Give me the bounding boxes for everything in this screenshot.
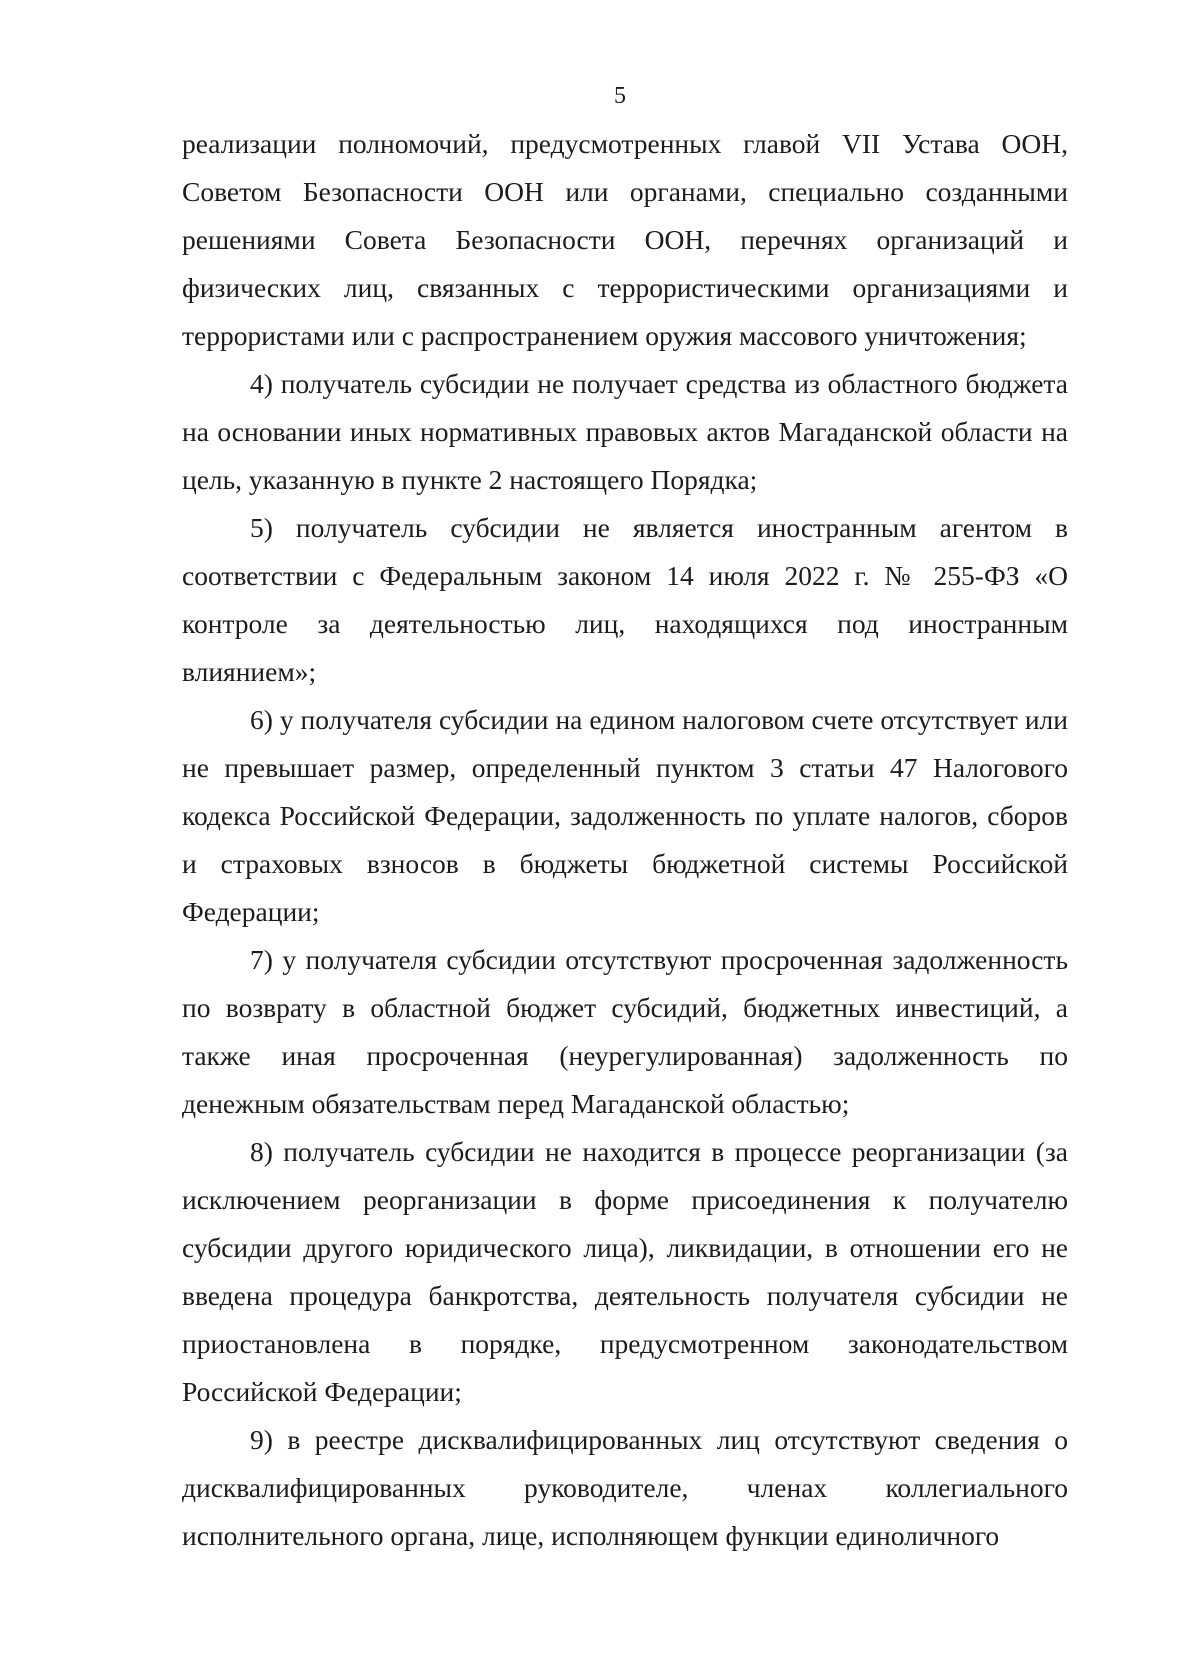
paragraph-continuation: реализации полномочий, предусмотренных главой VII Устава ООН, Советом Безопасности ООН или органами, специально созданными решениями Совета Безопасности ООН, перечнях организаций и физических лиц, связанных с террористическими организациями и террористами или с распространением оружия массового уничтожения; xyxy=(182,128,1068,351)
paragraph-item-4: 4) получатель субсидии не получает средства из областного бюджета на основании иных нормативных правовых актов Магаданской области на цель, указанную в пункте 2 настоящего Порядка; xyxy=(182,368,1068,495)
paragraph-item-7: 7) у получателя субсидии отсутствуют просроченная задолженность по возврату в областной бюджет субсидий, бюджетных инвестиций, а также иная просроченная (неурегулированная) задолженность по денежным обязательствам перед Магаданской областью; xyxy=(182,944,1068,1119)
document-body xyxy=(182,120,1068,1560)
paragraph-item-6: 6) у получателя субсидии на едином налоговом счете отсутствует или не превышает размер, определенный пунктом 3 статьи 47 Налогового кодекса Российской Федерации, задолженность по уплате налогов, сборов и страховых взносов в бюджеты бюджетной системы Российской Федерации; xyxy=(182,704,1068,927)
paragraph-item-5: 5) получатель субсидии не является иностранным агентом в соответствии с Федеральным законом 14 июля 2022 г. № 255-ФЗ «О контроле за деятельностью лиц, находящихся под иностранным влиянием»; xyxy=(182,512,1068,687)
paragraph-item-8: 8) получатель субсидии не находится в процессе реорганизации (за исключением реорганизации в форме присоединения к получателю субсидии другого юридического лица), ликвидации, в отношении его не введена процедура банкротства, деятельность получателя субсидии не приостановлена в порядке, предусмотренном законодательством Российской Федерации; xyxy=(182,1136,1068,1407)
paragraph-item-9: 9) в реестре дисквалифицированных лиц отсутствуют сведения о дисквалифицированных руководителе, членах коллегиального исполнительного органа, лице, исполняющем функции единоличного xyxy=(182,1424,1068,1551)
page-number: 5 xyxy=(614,83,626,109)
